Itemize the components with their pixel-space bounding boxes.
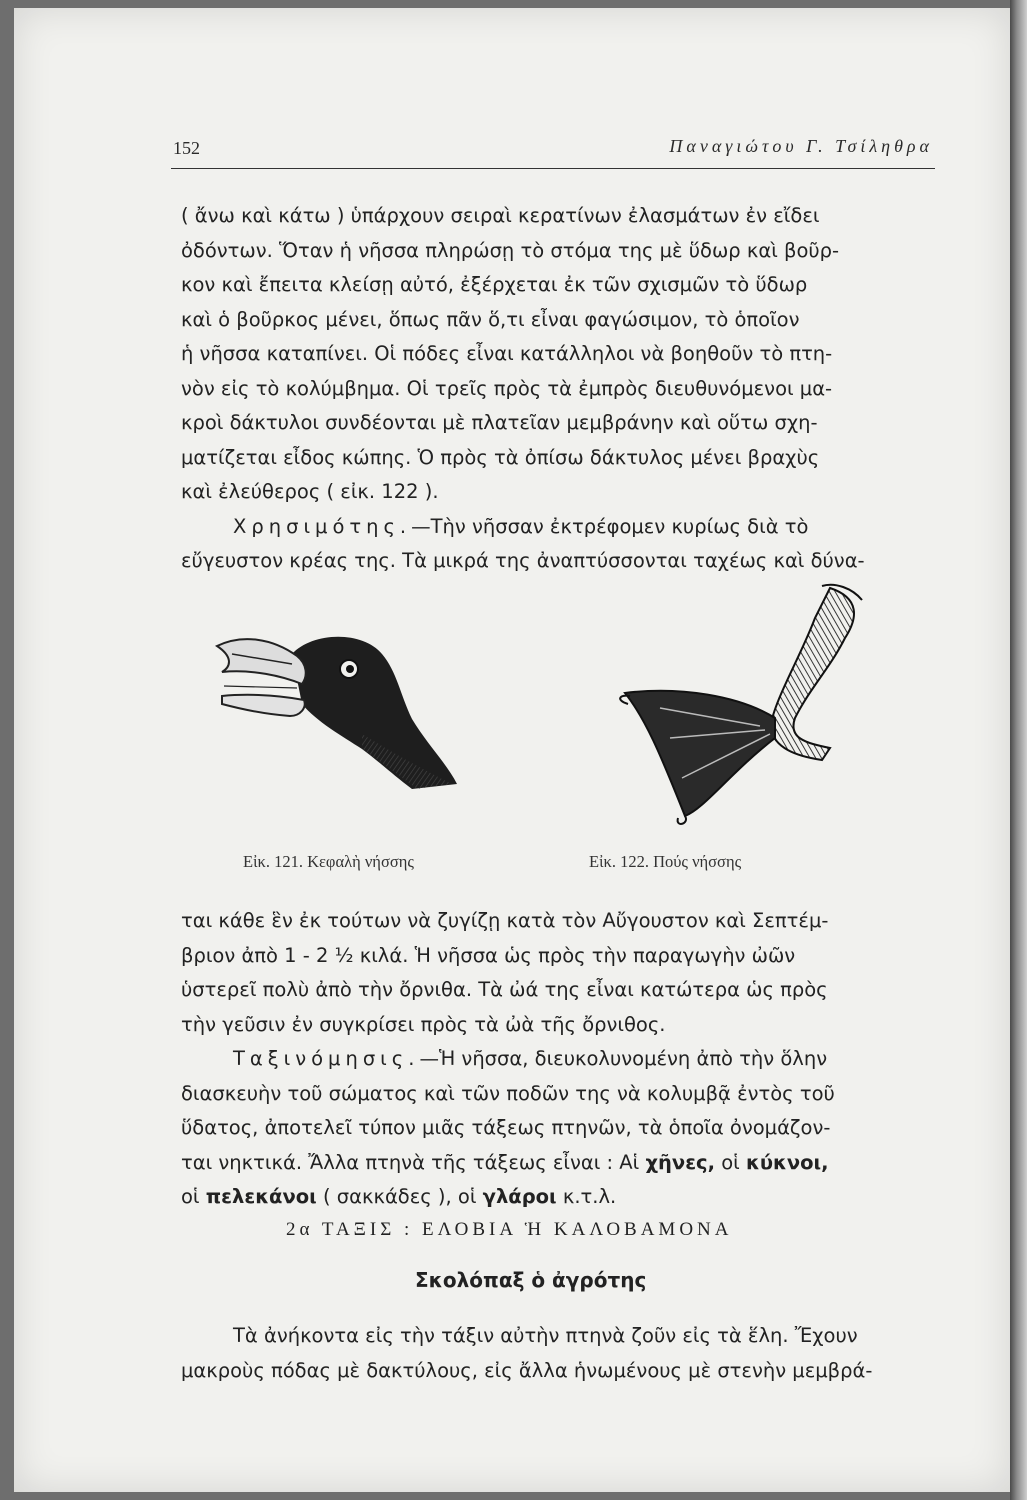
- page-number: 152: [173, 138, 200, 158]
- text-line: ματίζεται εἶδος κώπης. Ὁ πρὸς τὰ ὀπίσω δάκτυλος μένει βραχὺς: [181, 445, 820, 469]
- bird-name: κύκνοι,: [745, 1150, 829, 1174]
- text-line: διασκευὴν τοῦ σώματος καὶ τῶν ποδῶν της νὰ κολυμβᾷ ἐντὸς τοῦ: [181, 1081, 835, 1105]
- running-title: Παναγιώτου Γ. Τσίληθρα: [669, 136, 933, 156]
- paragraph-2: [181, 904, 937, 1215]
- page-edge-shadow: [1010, 0, 1027, 1500]
- classification-text: —Ἡ νῆσσα, διευκολυνομένη ἀπὸ τὴν ὅλην: [419, 1047, 828, 1070]
- text-segment: οἱ: [181, 1185, 200, 1208]
- classification-line-4: [181, 1146, 937, 1181]
- bird-name: γλάροι: [482, 1185, 557, 1208]
- text-line: βριον ἀπὸ 1 - 2 ½ κιλά. Ἡ νῆσσα ὡς πρὸς τὴν παραγωγὴν ὠῶν: [181, 943, 796, 967]
- text-segment: ( σακκάδες ), οἱ: [322, 1185, 477, 1208]
- classification-line-1: [181, 1042, 937, 1077]
- usefulness-line-1: [181, 510, 937, 545]
- figure-121-caption: Εἰκ. 121. Κεφαλὴ νήσσης: [243, 852, 414, 871]
- bird-name: χῆνες,: [645, 1150, 716, 1174]
- text-line: νὸν εἰς τὸ κολύμβημα. Οἱ τρεῖς πρὸς τὰ ἐμπρὸς διευθυνόμενοι μα-: [181, 376, 833, 400]
- duck-foot-illustration: [590, 578, 870, 830]
- text-line: καὶ ἐλεύθερος ( εἰκ. 122 ).: [181, 480, 439, 503]
- text-line: καὶ ὁ βοῦρκος μένει, ὅπως πᾶν ὅ,τι εἶναι φαγώσιμον, τὸ ὁποῖον: [181, 307, 800, 331]
- text-line: κροὶ δάκτυλοι συνδέονται μὲ πλατεῖαν μεμβράνην καὶ οὕτω σχη-: [181, 411, 818, 434]
- classification-heading: Ταξινόμησις.: [233, 1047, 420, 1070]
- usefulness-heading: Χρησιμότης.: [233, 514, 412, 538]
- duck-head-illustration: [212, 624, 467, 792]
- figure-122-caption: Εἰκ. 122. Πούς νήσσης: [589, 852, 742, 871]
- usefulness-text: —Τὴν νῆσσαν ἐκτρέφομεν κυρίως διὰ τὸ: [411, 514, 809, 538]
- text-line: ται κάθε ἓν ἐκ τούτων νὰ ζυγίζῃ κατὰ τὸν Αὔγουστον καὶ Σεπτέμ-: [181, 909, 829, 932]
- text-line: εὔγευστον κρέας της. Τὰ μικρά της ἀναπτύσσονται ταχέως καὶ δύνα-: [181, 549, 865, 572]
- text-segment: κ.τ.λ.: [562, 1185, 617, 1208]
- text-segment: ται νηκτικά. Ἄλλα πτηνὰ τῆς τάξεως εἶναι : Αἱ: [181, 1150, 640, 1174]
- bird-name: πελεκάνοι: [205, 1185, 317, 1208]
- text-line: ( ἄνω καὶ κάτω ) ὑπάρχουν σειραὶ κερατίνων ἐλασμάτων ἐν εἴδει: [181, 204, 820, 227]
- text-line: τὴν γεῦσιν ἐν συγκρίσει πρὸς τὰ ὠὰ τῆς ὄρνιθος.: [181, 1012, 666, 1036]
- text-line: μακροὺς πόδας μὲ δακτύλους, εἰς ἄλλα ἡνωμένους μὲ στενὴν μεμβρά-: [181, 1358, 873, 1382]
- species-heading: Σκολόπαξ ὁ ἀγρότης: [415, 1268, 647, 1292]
- paragraph-3: [181, 1319, 937, 1388]
- text-line: ἡ νῆσσα καταπίνει. Οἱ πόδες εἶναι κατάλληλοι νὰ βοηθοῦν τὸ πτη-: [181, 342, 833, 365]
- text-line: κον καὶ ἔπειτα κλείσῃ αὐτό, ἐξέρχεται ἐκ τῶν σχισμῶν τὸ ὕδωρ: [181, 273, 808, 296]
- text-line: ὕδατος, ἀποτελεῖ τύπον μιᾶς τάξεως πτηνῶν, τὰ ὁποῖα ὀνομάζον-: [181, 1116, 831, 1139]
- page-header: [171, 136, 935, 169]
- text-line: ὑστερεῖ πολὺ ἀπὸ τὴν ὄρνιθα. Τὰ ὠά της εἶναι κατώτερα ὡς πρὸς: [181, 978, 828, 1001]
- text-line: Τὰ ἀνήκοντα εἰς τὴν τάξιν αὐτὴν πτηνὰ ζοῦν εἰς τὰ ἕλη. Ἔχουν: [233, 1324, 858, 1347]
- text-line: ὀδόντων. Ὅταν ἡ νῆσσα πληρώσῃ τὸ στόμα της μὲ ὕδωρ καὶ βοῦρ-: [181, 238, 840, 262]
- text-segment: οἱ: [721, 1150, 740, 1174]
- paragraph-1: [181, 199, 937, 579]
- classification-line-5: [181, 1180, 937, 1215]
- order-heading: 2α ΤΑΞΙΣ : ΕΛΟΒΙΑ Ἡ ΚΑΛΟΒΑΜΟΝΑ: [286, 1219, 733, 1240]
